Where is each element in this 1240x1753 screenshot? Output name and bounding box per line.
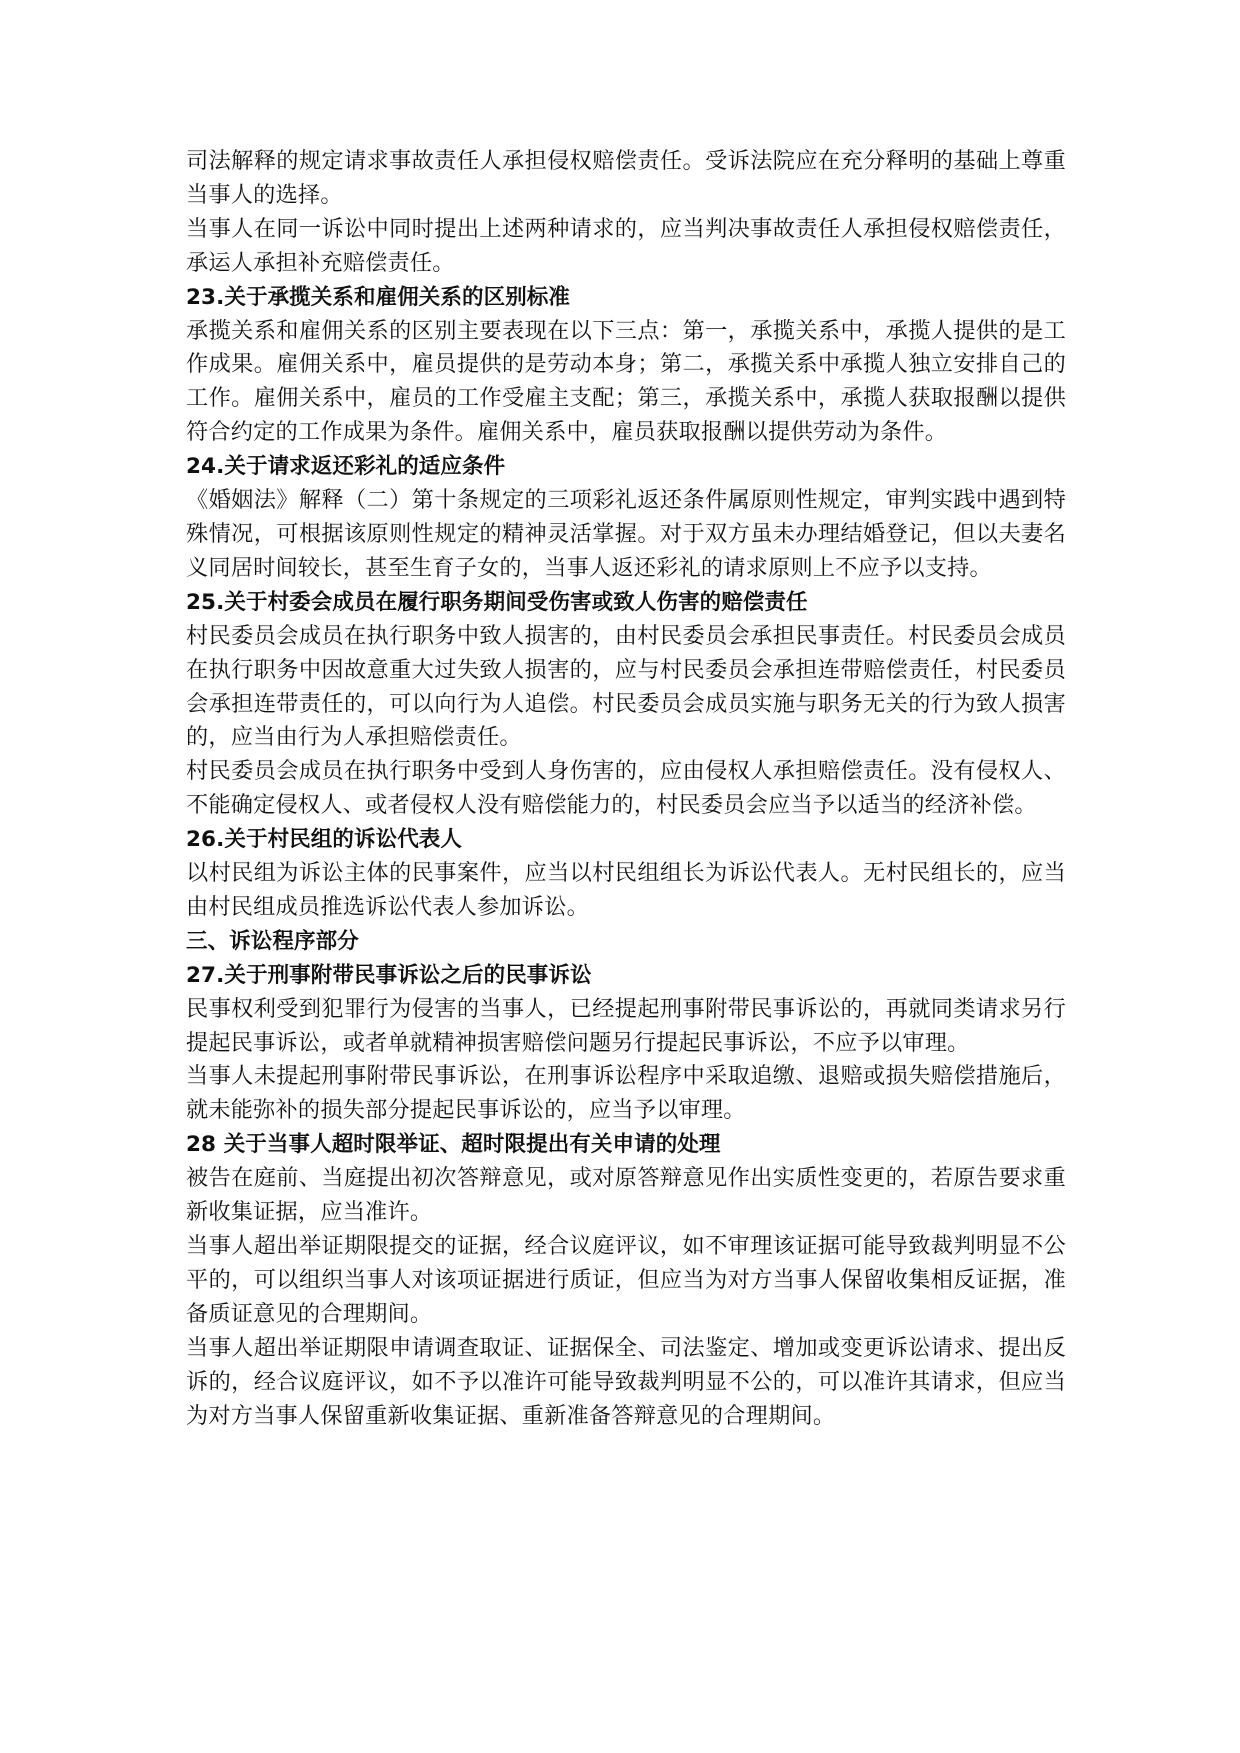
paragraph: 《婚姻法》解释（二）第十条规定的三项彩礼返还条件属原则性规定，审判实践中遇到特殊情况，可根据该原则性规定的精神灵活掌握。对于双方虽未办理结婚登记，但以夫妻名义同居时间较长，甚至生育子女的，当事人返还彩礼的请求原则上不应予以支持。 <box>186 487 1066 581</box>
paragraph: 以村民组为诉讼主体的民事案件，应当以村民组组长为诉讼代表人。无村民组长的，应当由村民组成员推选诉讼代表人参加诉讼。 <box>186 860 1066 920</box>
paragraph: 村民委员会成员在执行职务中受到人身伤害的，应由侵权人承担赔偿责任。没有侵权人、不能确定侵权人、或者侵权人没有赔偿能力的，村民委员会应当予以适当的经济补偿。 <box>186 758 1066 819</box>
section-heading: 23.关于承揽关系和雇佣关系的区别标准 <box>186 284 570 310</box>
section-heading: 25.关于村委会成员在履行职务期间受伤害或致人伤害的赔偿责任 <box>186 589 808 615</box>
paragraph: 当事人超出举证期限提交的证据，经合议庭评议，如不审理该证据可能导致裁判明显不公平的，可以组织当事人对该项证据进行质证，但应当为对方当事人保留收集相反证据，准备质证意见的合理期间。 <box>186 1233 1066 1327</box>
section-heading: 28 关于当事人超时限举证、超时限提出有关申请的处理 <box>186 1132 721 1158</box>
paragraph: 当事人在同一诉讼中同时提出上述两种请求的，应当判决事故责任人承担侵权赔偿责任，承运人承担补充赔偿责任。 <box>186 215 1066 276</box>
document-page <box>186 145 1066 1433</box>
section-heading: 24.关于请求返还彩礼的适应条件 <box>186 454 506 480</box>
paragraph: 被告在庭前、当庭提出初次答辩意见，或对原答辩意见作出实质性变更的，若原告要求重新收集证据，应当准许。 <box>186 1165 1066 1226</box>
paragraph: 司法解释的规定请求事故责任人承担侵权赔偿责任。受诉法院应在充分释明的基础上尊重当事人的选择。 <box>186 148 1066 208</box>
paragraph: 承揽关系和雇佣关系的区别主要表现在以下三点：第一，承揽关系中，承揽人提供的是工作成果。雇佣关系中，雇员提供的是劳动本身；第二，承揽关系中承揽人独立安排自己的工作。雇佣关系中，雇员的工作受雇主支配；第三，承揽关系中，承揽人获取报酬以提供符合约定的工作成果为条件。雇佣关系中，雇员获取报酬以提供劳动为条件。 <box>186 317 1066 446</box>
section-heading: 26.关于村民组的诉讼代表人 <box>186 827 462 853</box>
paragraph: 民事权利受到犯罪行为侵害的当事人，已经提起刑事附带民事诉讼的，再就同类请求另行提起民事诉讼，或者单就精神损害赔偿问题另行提起民事诉讼，不应予以审理。 <box>186 995 1066 1056</box>
paragraph: 当事人未提起刑事附带民事诉讼，在刑事诉讼程序中采取追缴、退赔或损失赔偿措施后，就未能弥补的损失部分提起民事诉讼的，应当予以审理。 <box>186 1063 1066 1124</box>
part-heading: 三、诉讼程序部分 <box>186 928 359 954</box>
paragraph: 村民委员会成员在执行职务中致人损害的，由村民委员会承担民事责任。村民委员会成员在执行职务中因故意重大过失致人损害的，应与村民委员会承担连带赔偿责任，村民委员会承担连带责任的，可以向行为人追偿。村民委员会成员实施与职务无关的行为致人损害的，应当由行为人承担赔偿责任。 <box>186 622 1066 751</box>
section-heading: 27.关于刑事附带民事诉讼之后的民事诉讼 <box>186 962 592 988</box>
paragraph: 当事人超出举证期限申请调查取证、证据保全、司法鉴定、增加或变更诉讼请求、提出反诉的，经合议庭评议，如不予以准许可能导致裁判明显不公的，可以准许其请求，但应当为对方当事人保留重新收集证据、重新准备答辩意见的合理期间。 <box>186 1334 1066 1429</box>
